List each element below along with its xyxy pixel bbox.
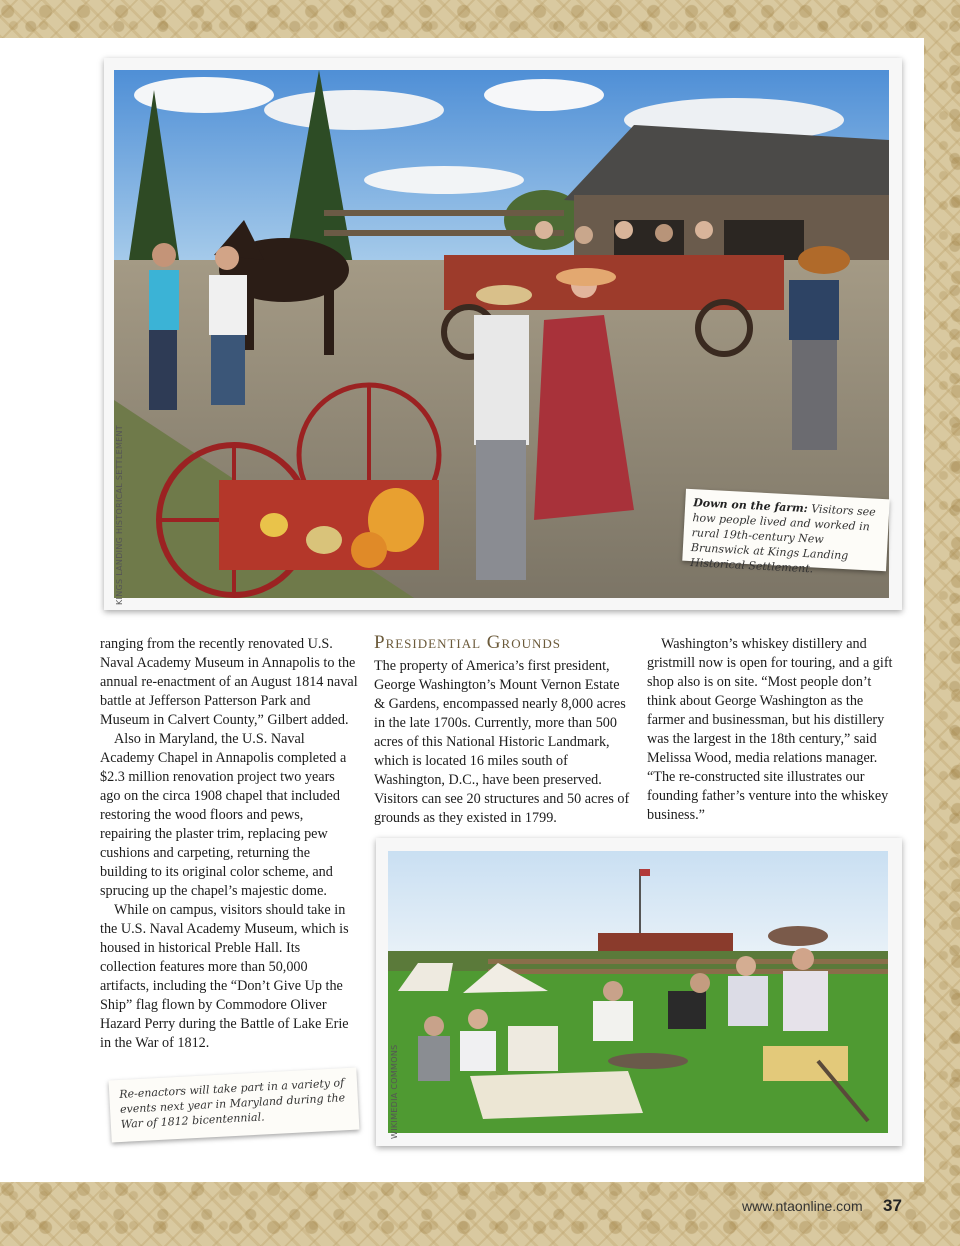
column2-paragraph: The property of America’s first president, George Washington’s Mount Vernon Estate & Gardens, encompassed nearly 8,000 acres in the late 1700s. Currently, more than 500 acres of this National Historic Landmark, which is located 16 miles south of Washington, D.C., have been preserved. Visitors can see 20 structures and 50 acres of grounds as they existed in 1799.	[374, 658, 630, 826]
bottom-photo-credit: WIKIMEDIA COMMONS	[390, 1044, 399, 1139]
column3-paragraph: Washington’s whiskey distillery and gristmill now is open for touring, and a gift shop also is on site. “Most people don’t think about George Washington as the farmer and businessman, but his distillery was the largest in the 18th century,” said Melissa Wood, media relations manager. “The re-constructed site illustrates our founding father’s venture into the whiskey business.”	[647, 636, 893, 823]
top-caption-lead: Down on the farm:	[692, 496, 809, 516]
column1-paragraph: Also in Maryland, the U.S. Naval Academy Chapel in Annapolis completed a $2.3 million renovation project two years ago on the circa 1908 chapel that included restoring the wood floors and pews, repairing the plaster trim, replacing pew cushions and carpeting, returning the building to its original color scheme, and sprucing up the chapel’s majestic dome.	[100, 731, 347, 899]
top-photo-caption	[682, 489, 889, 576]
footer-website-url: www.ntaonline.com	[742, 1198, 863, 1214]
top-photo-credit: KINGS LANDING HISTORICAL SETTLEMENT	[115, 425, 124, 605]
bottom-photo	[388, 851, 888, 1133]
column1-paragraph: While on campus, visitors should take in the U.S. Naval Academy Museum, which is housed in historical Preble Hall. Its collection features more than 50,000 artifacts, including the “Don’t Give Up the Ship” flag flown by Commodore Oliver Hazard Perry during the Battle of Lake Erie in the War of 1812.	[100, 902, 349, 1051]
article-column-3	[647, 635, 895, 825]
reenactors-camp-illustration	[388, 851, 888, 1133]
page-number: 37	[883, 1196, 902, 1215]
bottom-photo-caption: Re-enactors will take part in a variety of events next year in Maryland during the War of 1812 bicentennial.	[109, 1068, 360, 1143]
article-column-2	[374, 633, 632, 828]
column1-paragraph: ranging from the recently renovated U.S. Naval Academy Museum in Annapolis to the annual re-enactment of an August 1814 naval battle at Jefferson Patterson Park and Museum in Calvert County,” Gilbert added.	[100, 636, 358, 728]
top-caption-text: Visitors see how people lived and worked in rural 19th-century New Brunswick at Kings Landing Historical Settlement.	[689, 502, 877, 576]
section-heading: Presidential Grounds	[374, 632, 561, 653]
article-column-1	[100, 635, 358, 1053]
